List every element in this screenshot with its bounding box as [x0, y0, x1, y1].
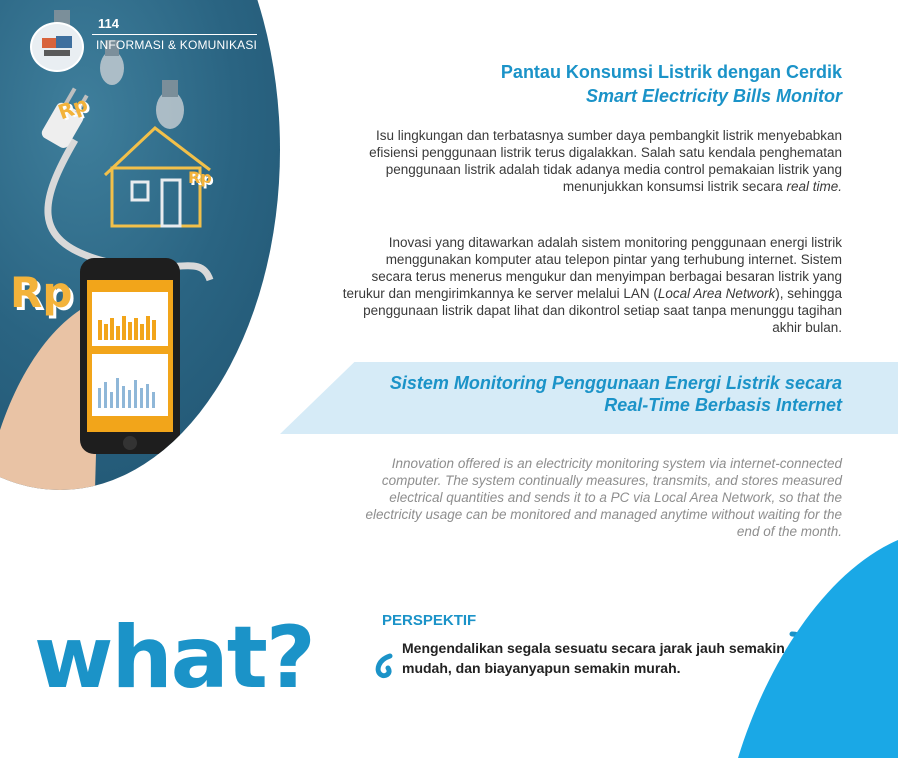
paragraph-intro [362, 127, 842, 195]
band-title-line1: Sistem Monitoring Penggunaan Energi Listrik secara [389, 373, 842, 393]
hero-photo [0, 0, 280, 490]
rp-badge-small-right: Rp [188, 168, 212, 187]
paragraph-innovation-text: Inovasi yang ditawarkan adalah sistem monitoring penggunaan energi listrik menggunakan komputer atau telepon pintar yang terhubung internet. Sistem secara terus menerus mengukur dan menyimpan berbagai besaran listrik yang terukur dan mengirimkannya ke server melalui LAN ( [342, 235, 842, 301]
paragraph-intro-text: Isu lingkungan dan terbatasnya sumber daya pembangkit listrik menyebabkan efisiensi penggunaan listrik terus digalakkan. Salah satu kendala penghematan penggunaan listrik adalah tidak adanya media control pemakaian listrik yang menunjukkan konsumsi listrik secara [369, 128, 842, 194]
hero-illustration [0, 0, 280, 490]
paragraph-innovation [342, 234, 842, 336]
paragraph-english: Innovation offered is an electricity monitoring system via internet-connected computer. The system continually measures, transmits, and stores measured electrical quantities and sends it to a PC via Local Area Network, so that the electricity usage can be monitored and managed anytime without waiting for the end of the month. [365, 456, 842, 539]
category-icon [30, 22, 84, 72]
corner-decoration [738, 540, 898, 758]
article-title-id: Pantau Konsumsi Listrik dengan Cerdik [500, 62, 842, 82]
quote-open-icon [372, 652, 394, 686]
paragraph-innovation-end: ), sehingga penggunaan listrik dapat lihat dan dikontrol setiap saat tanpa menunggu tagihan akhir bulan. [363, 286, 842, 335]
what-heading: what? [34, 608, 314, 708]
rp-badge-small-left: Rp [54, 91, 91, 125]
perspective-quote: Mengendalikan segala sesuatu secara jarak jauh semakin mudah, dan biayanyapun semakin murah. [402, 640, 785, 676]
paragraph-intro-italic: real time. [786, 179, 842, 194]
band-title-line2: Real-Time Berbasis Internet [604, 395, 842, 415]
paragraph-innovation-italic: Local Area Network [657, 286, 776, 301]
page-header [0, 0, 270, 60]
band-title [302, 372, 842, 416]
section-title: INFORMASI & KOMUNIKASI [96, 38, 258, 52]
page-number: 114 [98, 16, 119, 31]
perspective-label: PERSPEKTIF [382, 612, 477, 629]
article-title-en: Smart Electricity Bills Monitor [585, 86, 842, 106]
rp-badge-large: Rp [10, 268, 73, 317]
header-divider [92, 34, 257, 35]
